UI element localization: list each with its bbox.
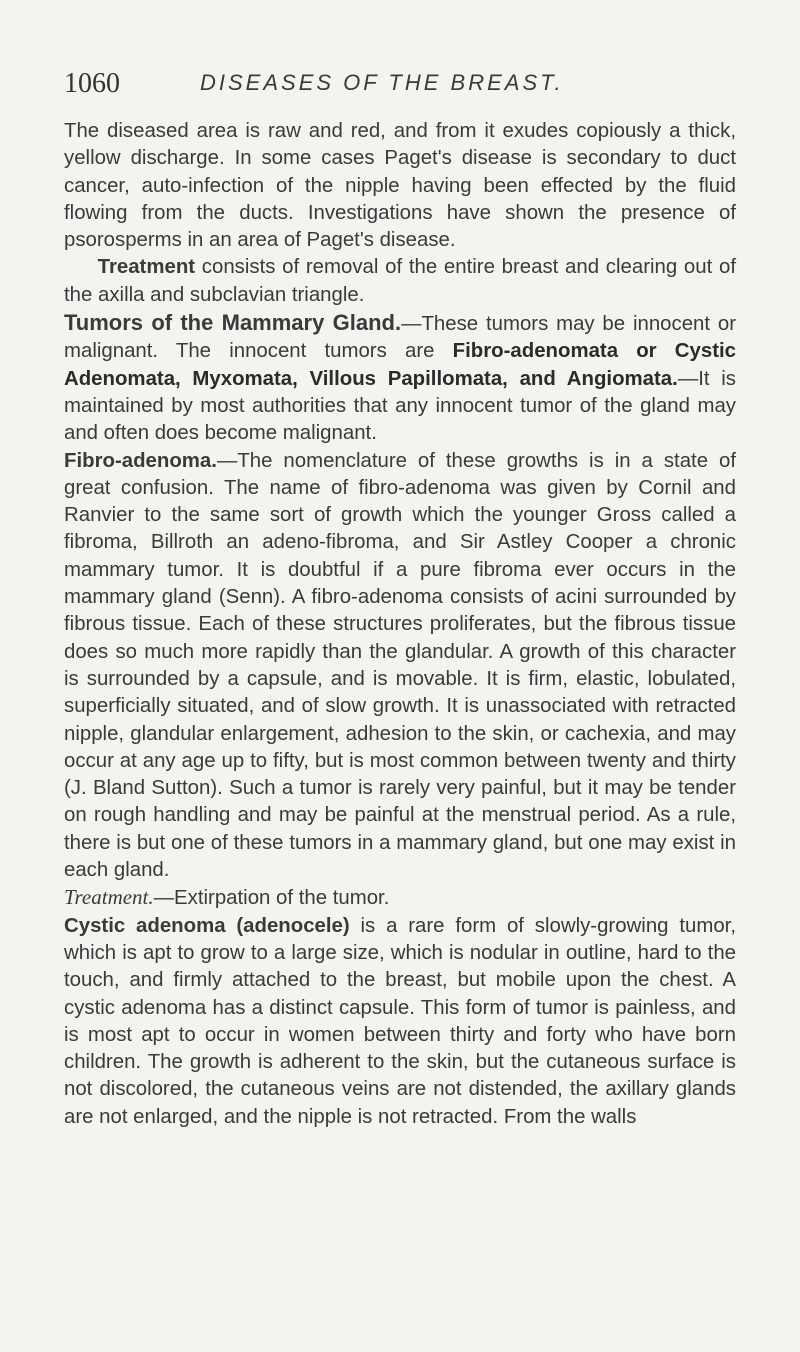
section-heading-tumors: Tumors of the Mammary Gland. — [64, 310, 402, 336]
treatment-heading: Treatment — [97, 256, 196, 279]
running-title: DISEASES OF THE BREAST. — [200, 70, 564, 95]
paragraph-treatment-extirpation — [64, 884, 736, 912]
paragraph-text: consists of removal of the entire breast and clearing out of the axilla and subclavian triangle. — [64, 256, 736, 306]
page-number: 1060 — [64, 68, 120, 99]
paragraph-text: —It is maintained by most authorities that any innocent tumor of the gland may and often does become malignant. — [64, 367, 736, 445]
paragraph-cystic-adenoma — [64, 913, 736, 1131]
paragraph-fibro-adenoma — [64, 448, 736, 885]
treatment-italic-heading: Treatment. — [64, 885, 154, 910]
paragraph-text: —Extirpation of the tumor. — [153, 887, 390, 910]
paragraph-text: The diseased area is raw and red, and from it exudes copiously a thick, yellow discharge. In some cases Paget's disease is secondary to duct cancer, auto-infection of the nipple having been effected by the fluid flowing from the ducts. Investigations have shown the presence of psorosperms in an area of Paget's disease. — [64, 120, 736, 252]
paragraph-treatment — [64, 254, 736, 309]
body-text — [64, 118, 736, 1131]
paragraph-tumors — [64, 309, 736, 447]
paragraph-paget-discharge — [64, 118, 736, 254]
cystic-adenoma-heading: Cystic adenoma (adenocele) — [64, 914, 350, 937]
paragraph-text: —The nomenclature of these growths is in a state of great confusion. The name of fibro-adenoma was given by Cornil and Ranvier to the same sort of growth which the younger Gross called a fibroma, Billroth an adeno-fibroma, and Sir Astley Cooper a chronic mammary tumor. It is doubtful if a pure fibroma ever occurs in the mammary gland (Senn). A fibro-adenoma consists of acini surrounded by fibrous tissue. Each of these structures proliferates, but the fibrous tissue does so much more rapidly than the glandular. A growth of this character is surrounded by a capsule, and is movable. It is firm, elastic, lobulated, superficially situated, and of slow growth. It is unassociated with retracted nipple, glandular enlargement, adhesion to the skin, or cachexia, and may occur at any age up to fifty, but is most common between twenty and thirty (J. Bland Sutton). Such a tumor is rarely very painful, but it may be tender on rough handling and may be painful at the menstrual period. As a rule, there is but one of these tumors in a mammary gland, but one may exist in each gland. — [64, 449, 736, 882]
paragraph-text: —These tumors may be innocent or malignant. The innocent tumors are — [64, 313, 736, 363]
paragraph-text: is a rare form of slowly-growing tumor, which is apt to grow to a large size, which is nodular in outline, hard to the touch, and firmly attached to the breast, but mobile upon the chest. A cystic adenoma has a distinct capsule. This form of tumor is painless, and is most apt to occur in women between thirty and forty who have born children. The growth is adherent to the skin, but the cutaneous surface is not discolored, the cutaneous veins are not distended, the axillary glands are not enlarged, and the nipple is not retracted. From the walls — [64, 914, 736, 1128]
fibro-adenoma-heading: Fibro-adenoma. — [64, 449, 217, 472]
tumor-types: Fibro-adenomata or Cystic Adenomata, Myxomata, Villous Papillomata, and Angiomata. — [64, 340, 736, 390]
